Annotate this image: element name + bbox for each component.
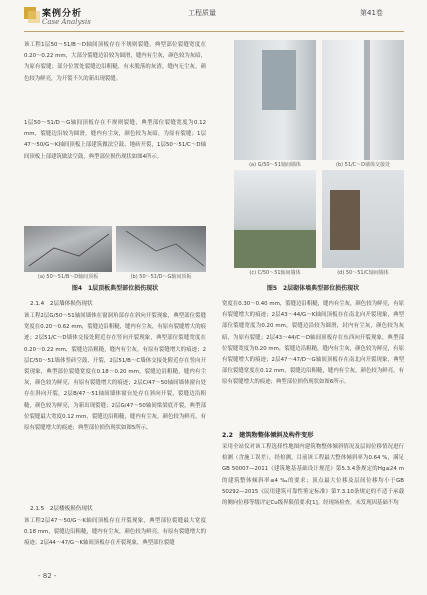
figure-4a-photo [24,226,112,272]
window-opening [262,50,296,110]
door-frame [330,190,360,250]
page-number: - 82 - [38,572,57,580]
figure-5d-photo [322,170,404,268]
figure-5-caption: 图5 2层砌体墙典型部位损伤现状 [266,285,360,292]
section-logo-shadow [28,11,40,23]
figure-5a-caption: (a) G/50～51轴间墙体 [249,162,301,168]
figure-4b-caption: (b) 50～51/D～G轴间顶板 [130,274,192,280]
figure-4-caption: 图4 1层顶板典型部位损伤现状 [71,285,159,292]
section-heading-2-1-4: 2.1.4 2层墙体损伤现状 [30,301,93,307]
crack-lines-icon [116,226,206,272]
journal-name: 工程质量 [188,9,216,17]
figure-5b-photo [322,40,404,160]
section-subtitle: Case Analysis [42,18,91,26]
figure-5c-photo [234,170,316,268]
section-heading-2-1-5: 2.1.5 2层楼板损伤现状 [30,506,93,512]
section-heading-2-2: 2.2 建筑物整体倾斜及构件变形 [222,432,314,439]
paragraph: 该工程1层50～51/B～D轴间顶板存在不规则裂缝，典型部位裂缝宽度在0.20～0.22 mm，大部分裂缝边沿较为圆滑，缝内有尘灰，颜色较为灰暗，为原有裂缝；部分位置处裂缝边沿粗糙，有未脱落的灰渣，缝内无尘灰，颜色较为鲜亮，为开裂不久的新出现裂缝。 [24,42,206,82]
page-header [0,0,427,34]
wall-junction [364,40,370,160]
paragraph: 采用全站仪对该工程选择性地图内建筑物整体倾斜情况及层间位移情况进行检测（含施工误差），经检测，目前该工程最大整体倾斜率为0.64 %，满足GB 50007—2011《建筑地基基础设计规范》第5.3.4条规定的Hg≤24 m的建筑整体倾斜率≤4 ‰的要求；顶点最大位移及层间位移均小于GB 50292—2015《民用建筑可靠性鉴定标准》第7.3.10条规定的不适于承载的侧向位移等级评定Cu级界限值要求[1]。经现场检查，未发现因基础不均 [222,444,404,507]
paragraph: 该工程2层47～50/G～K轴间顶板存在开裂现象，典型部位裂缝最大宽度0.18 mm，裂缝边沿粗糙，缝内有尘灰，颜色较为鲜亮，有原有裂缝增大的痕迹；2层44～47/G～K轴间顶板存在开裂现象，典型部位裂缝 [24,518,206,547]
header-divider [24,31,404,32]
figure-4a-caption: (a) 50～51/B～D轴间顶板 [37,274,99,280]
volume-number: 第41卷 [360,9,383,17]
figure-5a-photo [234,40,316,160]
paragraph: 该工程2层G/50～51轴间墙体在窗洞角部存在斜向开裂现象，典型部位裂缝宽度在0.20～0.62 mm，裂缝边沿粗糙，缝内有尘灰，有原有裂缝增大的痕迹；2层51/C～D墙体交接处附近存在竖向开裂现象，典型部位裂缝宽度在0.20～0.22 mm，裂缝边沿粗糙，缝内有尘灰，有原有裂缝增大的痕迹；2层C/50～51墙体竖砖空鼓、开裂，2层51/B～C墙体交接处附近存在竖向开裂现象，典型部位裂缝宽度在0.18～0.20 mm，裂缝边沿粗糙，缝内有尘灰，颜色较为鲜亮，有原有裂缝增大的痕迹；2层C/47～50轴间墙体窗台处存在斜向开裂，2层B/47～51轴间墙体窗台处存在斜向开裂，裂缝边沿粗糙，颜色较为鲜亮，为新出现裂缝；2层G/47～50轴间梁梁底开裂，典型部位裂缝最大宽度0.12 mm，裂缝边沿粗糙，缝内有尘灰，颜色较为鲜亮，有原有裂缝增大的痕迹；典型部位损伤现状如图5所示。 [24,313,206,432]
figure-5d-caption: (d) 50～51/C轴间墙体 [337,270,389,276]
paragraph: 1层50～51/D～G轴间顶板存在不规则裂缝，典型部位裂缝宽度为0.12 mm，裂缝边沿较为圆滑，缝内有尘灰，颜色较为灰暗，为原有裂缝；1层47～50/G～K轴间顶板上部建筑做法空鼓、地砖开裂，1层50～51/C～D轴间顶板上部建筑做法空鼓，典型部位损伤现状如图4所示。 [24,120,206,160]
paragraph: 宽度在0.30～0.40 mm，裂缝边沿粗糙，缝内有尘灰，颜色较为鲜亮，有原有裂缝增大的痕迹；2层43～44/G～K轴间顶板存在南北向开裂现象，典型部位裂缝宽度为0.20 mm，裂缝边沿较为圆滑，封内有尘灰，颜色较为灰暗，为原有裂缝；2层43～44/C～D轴间顶板存在东西向开裂现象，典型部位裂缝宽度为0.20 mm，裂缝边沿粗糙，缝内有尘灰，颜色较为鲜亮，有原有裂缝增大的痕迹；2层47～47/D～G轴间顶板存在南北向开裂现象，典型部位裂缝宽度在0.12 mm，裂缝边沿粗糙，缝内有尘灰，颜色较为鲜亮，有原有裂缝增大的痕迹；典型部位损伤现状如图6所示。 [222,301,404,386]
section-title: 案例分析 [42,9,83,19]
figure-5c-caption: (c) C/50～51轴间墙体 [249,270,301,276]
crack-lines-icon [24,226,112,272]
figure-4b-photo [116,226,206,272]
greenery [234,230,316,268]
figure-5b-caption: (b) 51/C～D墙体交接处 [335,162,391,168]
